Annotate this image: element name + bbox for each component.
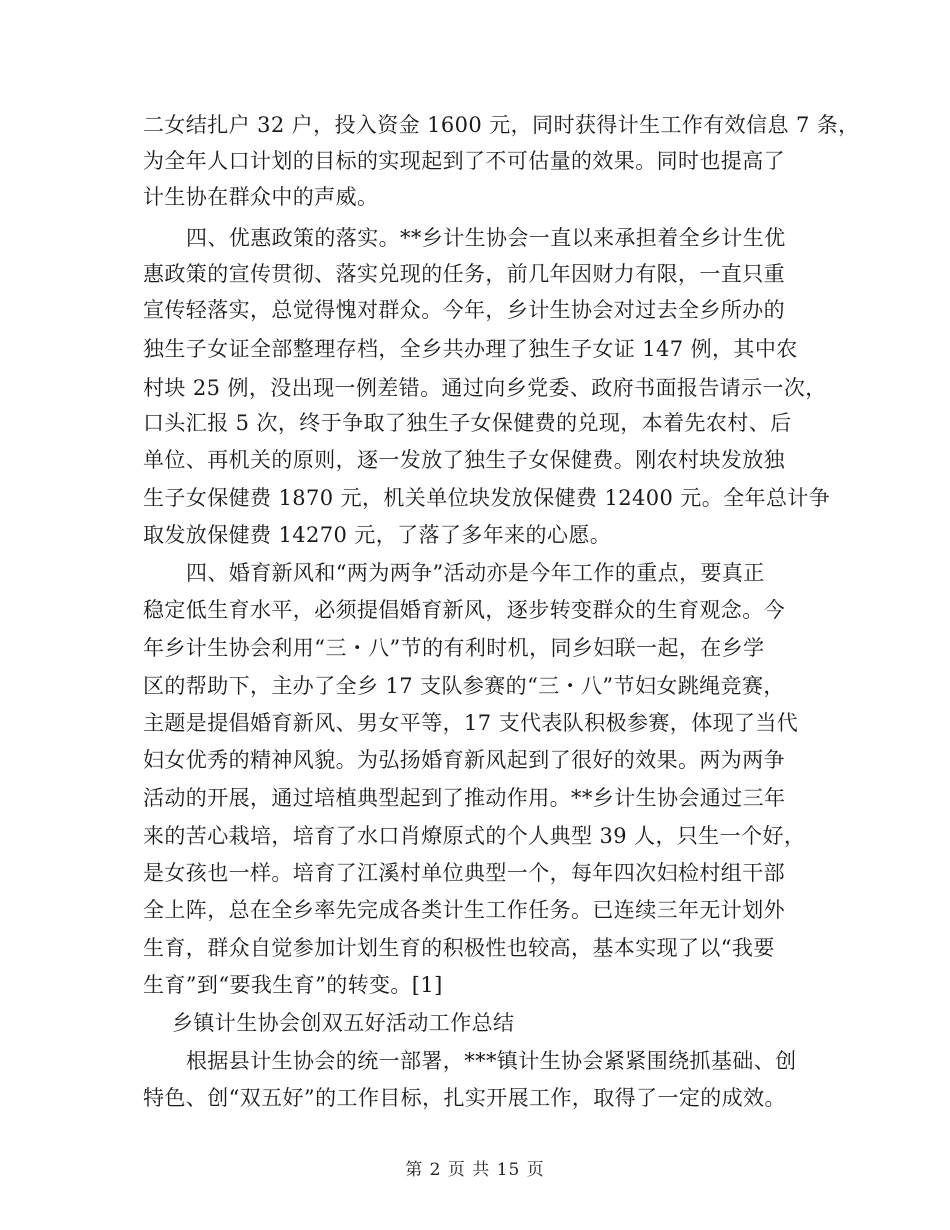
text-line: 来的苦心栽培，培育了水口肖燎原式的个人典型 39 人，只生一个好，: [143, 824, 806, 848]
paragraph-start-line: 根据县计生协会的统一部署，***镇计生协会紧紧围绕抓基础、创: [186, 1049, 797, 1073]
text-line: 主题是提倡婚育新风、男女平等，17 支代表队积极参赛，体现了当代: [143, 711, 799, 735]
text-line: 年乡计生协会利用“三・八”节的有利时机，同乡妇联一起，在乡学: [143, 636, 765, 660]
text-line: 计生协在群众中的声威。: [143, 185, 379, 209]
text-line: 活动的开展，通过培植典型起到了推动作用。**乡计生协会通过三年: [143, 786, 786, 810]
text-line: 口头汇报 5 次，终于争取了独生子女保健费的兑现，本着先农村、后: [143, 411, 792, 435]
text-line: 生育，群众自觉参加计划生育的积极性也较高，基本实现了以“我要: [143, 936, 775, 960]
text-line: 妇女优秀的精神风貌。为弘扬婚育新风起到了很好的效果。两为两争: [143, 748, 785, 772]
text-line: 生育”到“要我生育”的转变。[1]: [143, 973, 443, 997]
page-number-footer: 第 2 页 共 15 页: [405, 1160, 545, 1180]
text-line: 为全年人口计划的目标的实现起到了不可估量的效果。同时也提高了: [143, 149, 785, 173]
text-line: 稳定低生育水平，必须提倡婚育新风，逐步转变群众的生育观念。今: [143, 598, 785, 622]
text-line: 生子女保健费 1870 元，机关单位块发放保健费 12400 元。全年总计争: [143, 486, 831, 510]
text-line: 惠政策的宣传贯彻、落实兑现的任务，前几年因财力有限，一直只重: [143, 262, 785, 286]
text-line: 村块 25 例，没出现一例差错。通过向乡党委、政府书面报告请示一次，: [143, 376, 827, 400]
paragraph-start-line: 四、优惠政策的落实。**乡计生协会一直以来承担着全乡计生优: [186, 226, 786, 250]
text-line: 全上阵，总在全乡率先完成各类计生工作任务。已连续三年无计划外: [143, 898, 785, 922]
text-line: 独生子女证全部整理存档，全乡共办理了独生子女证 147 例，其中农: [143, 337, 798, 361]
text-line: 取发放保健费 14270 元，了落了多年来的心愿。: [143, 523, 612, 547]
text-line: 特色、创“双五好”的工作目标，扎实开展工作，取得了一定的成效。: [143, 1086, 786, 1110]
text-line: 二女结扎户 32 户，投入资金 1600 元，同时获得计生工作有效信息 7 条，: [143, 113, 860, 137]
text-line: 是女孩也一样。培育了江溪村单位典型一个，每年四次妇检村组干部: [143, 861, 785, 885]
text-line: 区的帮助下，主办了全乡 17 支队参赛的“三・八”节妇女跳绳竞赛，: [143, 674, 785, 698]
paragraph-start-line: 四、婚育新风和“两为两争”活动亦是今年工作的重点，要真正: [186, 561, 765, 585]
text-line: 单位、再机关的原则，逐一发放了独生子女保健费。刚农村块发放独: [143, 448, 785, 472]
section-title: 乡镇计生协会创双五好活动工作总结: [172, 1011, 515, 1035]
text-line: 宣传轻落实，总觉得愧对群众。今年，乡计生协会对过去全乡所办的: [143, 298, 785, 322]
